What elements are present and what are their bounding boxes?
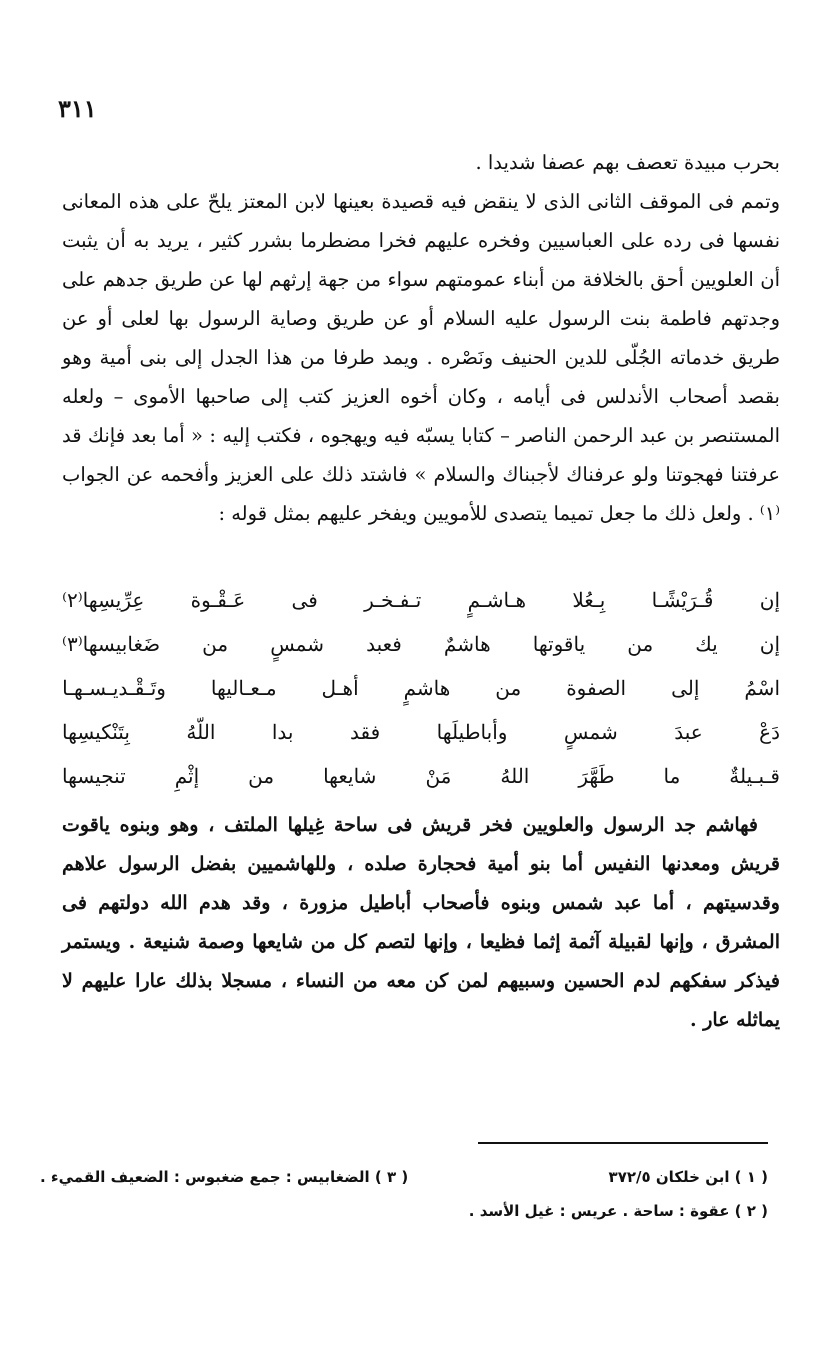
poem-verse bbox=[62, 710, 780, 754]
verse-word: اللّهُ bbox=[186, 720, 216, 744]
verse-word: طَهَّرَ bbox=[578, 764, 615, 788]
verse-word: عِرِّيسِها⁽٢⁾ bbox=[62, 588, 145, 612]
poem-verse bbox=[62, 754, 780, 798]
verse-word: اسْمُ bbox=[744, 676, 780, 700]
verse-word: بِتَنْكيسِها bbox=[62, 720, 130, 744]
footnotes bbox=[40, 1160, 768, 1228]
verse-word: وأباطيلَها bbox=[436, 720, 508, 744]
poem-verse bbox=[62, 666, 780, 710]
verse-word: إن bbox=[759, 632, 780, 656]
verse-word: ضَغابيسها⁽٣⁾ bbox=[62, 632, 161, 656]
verse-word: ياقوتها bbox=[532, 632, 586, 656]
footnote-divider bbox=[478, 1142, 768, 1144]
verse-word: إلى bbox=[671, 676, 700, 700]
verse-word: اللهُ bbox=[500, 764, 530, 788]
verse-word: إثْمِ bbox=[174, 764, 200, 788]
closing-text bbox=[62, 806, 780, 1040]
verse-word: ما bbox=[663, 764, 681, 788]
verse-word: أهـل bbox=[321, 676, 359, 700]
poem-verse bbox=[62, 578, 780, 622]
verse-word: فعبد bbox=[366, 632, 402, 656]
poem bbox=[62, 578, 780, 798]
verse-word: شمسٍ bbox=[270, 632, 325, 656]
paragraph: فهاشم جد الرسول والعلويين فخر قريش فى ساحة غِيلها الملتف ، وهو وبنوه ياقوت قريش ومعدنها النفيس أما بنو أمية فحجارة صلده ، وللهاشميين بفضل الرسول علاهم وقدسيتهم ، أما عبد شمس وبنوه فأصحاب أباطيل مزورة ، وقد هدم الله دولتهم فى المشرق ، وإنها لقبيلة آثمة إثما فظيعا ، وإنها لتصم كل من شايعها وصمة شنيعة . ويستمر فيذكر سفكهم لدم الحسين وسبيهم لمن كن معه من النساء ، مسجلا بذلك عارا عليهم لا يماثله عار . bbox=[62, 814, 780, 1031]
verse-word: من bbox=[627, 632, 654, 656]
verse-word: بدا bbox=[271, 720, 294, 744]
verse-word: قـبـيلةٌ bbox=[729, 764, 780, 788]
footnote-row bbox=[40, 1160, 768, 1194]
verse-word: هاشمٌ bbox=[443, 632, 491, 656]
verse-word: بِـعُلا bbox=[572, 588, 606, 612]
verse-word: هاشمٍ bbox=[403, 676, 451, 700]
verse-word: قُـرَيْشًـا bbox=[651, 588, 714, 612]
verse-word: من bbox=[495, 676, 522, 700]
intro-text bbox=[62, 143, 780, 533]
poem-verse bbox=[62, 622, 780, 666]
verse-word: عبدَ bbox=[674, 720, 703, 744]
footnote-row bbox=[40, 1194, 768, 1228]
verse-word: وتَـقْـديـسـهـا bbox=[62, 676, 166, 700]
verse-word: فقد bbox=[349, 720, 381, 744]
footnote-3: ( ٣ ) الضغابيس : جمع ضغبوس : الضعيف القميء . bbox=[40, 1168, 409, 1186]
verse-word: من bbox=[248, 764, 275, 788]
paragraph: وتمم فى الموقف الثانى الذى لا ينقض فيه قصيدة بعينها لابن المعتز يلحّ على هذه المعانى نفسها فى رده على العباسيين وفخره عليهم فخرا مضطرما بشرر كثير ، يريد به أن يثبت أن العلويين أحق بالخلافة من أبناء عمومتهم سواء من جهة إرثهم لها عن طريق جدهم على وجدتهم فاطمة بنت الرسول عليه السلام أو عن طريق وصاية الرسول بها لعلى أو عن طريق خدماته الجُلّى للدين الحنيف ونَصْره . ويمد طرفا من هذا الجدل إلى بنى أمية وهو بقصد أصحاب الأندلس فى أيامه ، وكان أخوه العزيز كتب إلى صاحبها الأموى – ولعله المستنصر بن عبد الرحمن الناصر – كتابا يسبّه فيه ويهجوه ، فكتب إليه : « أما بعد فإنك قد عرفتنا فهجوتنا ولو عرفناك لأجبناك والسلام » فاشتد ذلك على العزيز وأفحمه عن الجواب ⁽١⁾ . ولعل ذلك ما جعل تميما يتصدى للأمويين ويفخر عليهم بمثل قوله : bbox=[62, 190, 780, 525]
page-number: ٣١١ bbox=[58, 94, 97, 123]
verse-word: إن bbox=[759, 588, 780, 612]
verse-word: مـعـاليها bbox=[210, 676, 277, 700]
verse-word: مَنْ bbox=[425, 764, 452, 788]
verse-word: تـفـخـر bbox=[364, 588, 422, 612]
verse-word: عَـقْـوة bbox=[190, 588, 246, 612]
verse-word: هـاشـمٍ bbox=[467, 588, 527, 612]
verse-word: فى bbox=[291, 588, 318, 612]
verse-word: الصفوة bbox=[566, 676, 627, 700]
verse-word: يك bbox=[695, 632, 718, 656]
footnote-2: ( ٢ ) عقوة : ساحة . عريس : غيل الأسد . bbox=[468, 1202, 768, 1220]
verse-word: من bbox=[202, 632, 229, 656]
paragraph: بحرب مبيدة تعصف بهم عصفا شديدا . bbox=[475, 151, 780, 174]
footnote-1: ( ١ ) ابن خلكان ٣٧٢/٥ bbox=[608, 1168, 768, 1186]
verse-word: شايعها bbox=[323, 764, 377, 788]
verse-word: تنجيسها bbox=[62, 764, 126, 788]
verse-word: دَعْ bbox=[759, 720, 780, 744]
verse-word: شمسٍ bbox=[563, 720, 618, 744]
